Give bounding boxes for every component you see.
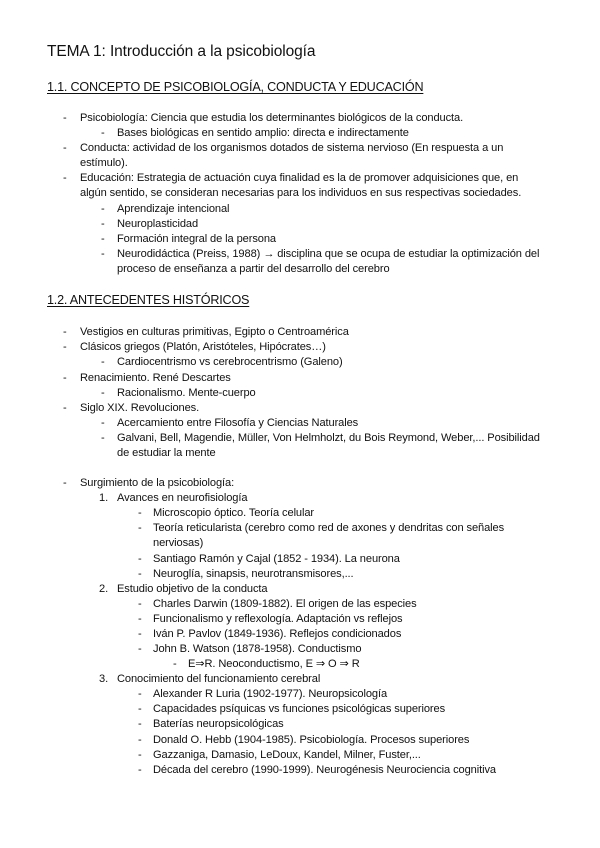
bullet-marker: - bbox=[63, 402, 67, 414]
list-item: Estudio objetivo de la conducta bbox=[117, 583, 268, 595]
list-item: Microscopio óptico. Teoría celular bbox=[153, 507, 315, 519]
list-item: Neurodidáctica (Preiss, 1988) → disciplina que se ocupa de estudiar la optimización del bbox=[117, 248, 540, 260]
list-item: John B. Watson (1878-1958). Conductismo bbox=[153, 643, 362, 655]
list-item: Formación integral de la persona bbox=[117, 233, 276, 245]
list-item: Surgimiento de la psicobiología: bbox=[80, 477, 235, 489]
list-item: Década del cerebro (1990-1999). Neurogénesis Neurociencia cognitiva bbox=[153, 764, 496, 776]
list-item: Conducta: actividad de los organismos dotados de sistema nervioso (En respuesta a un bbox=[80, 142, 504, 154]
list-item: Cardiocentrismo vs cerebrocentrismo (Galeno) bbox=[117, 356, 343, 368]
list-item: Gazzaniga, Damasio, LeDoux, Kandel, Milner, Fuster,... bbox=[153, 749, 421, 761]
list-item: Capacidades psíquicas vs funciones psicológicas superiores bbox=[153, 703, 446, 715]
bullet-marker: - bbox=[138, 568, 142, 580]
bullet-marker: - bbox=[101, 356, 105, 368]
list-item: Acercamiento entre Filosofía y Ciencias Naturales bbox=[117, 417, 359, 429]
bullet-marker: - bbox=[138, 553, 142, 565]
bullet-marker: - bbox=[101, 127, 105, 139]
bullet-marker: - bbox=[138, 688, 142, 700]
list-item: Vestigios en culturas primitivas, Egipto o Centroamérica bbox=[80, 326, 349, 338]
list-item-continuation: nerviosas) bbox=[153, 537, 204, 549]
bullet-marker: - bbox=[138, 734, 142, 746]
bullet-marker: - bbox=[138, 718, 142, 730]
list-number: 3. bbox=[99, 673, 109, 685]
list-number: 1. bbox=[99, 492, 109, 504]
list-number: 2. bbox=[99, 583, 109, 595]
list-item: Neuroplasticidad bbox=[117, 218, 199, 230]
list-item: Baterías neuropsicológicas bbox=[153, 718, 284, 730]
bullet-marker: - bbox=[101, 218, 105, 230]
list-item: Charles Darwin (1809-1882). El origen de las especies bbox=[153, 598, 417, 610]
list-item: Santiago Ramón y Cajal (1852 - 1934). La neurona bbox=[153, 553, 400, 565]
list-item: Alexander R Luria (1902-1977). Neuropsicología bbox=[153, 688, 388, 700]
list-item: Iván P. Pavlov (1849-1936). Reflejos condicionados bbox=[153, 628, 402, 640]
bullet-marker: - bbox=[101, 432, 105, 444]
list-item: Siglo XIX. Revoluciones. bbox=[80, 402, 200, 414]
list-item: Donald O. Hebb (1904-1985). Psicobiología. Procesos superiores bbox=[153, 734, 470, 746]
bullet-marker: - bbox=[138, 628, 142, 640]
list-item: Racionalismo. Mente-cuerpo bbox=[117, 387, 256, 399]
list-item: Psicobiología: Ciencia que estudia los determinantes biológicos de la conducta. bbox=[80, 112, 464, 124]
bullet-marker: - bbox=[138, 522, 142, 534]
section-heading-2: 1.2. ANTECEDENTES HISTÓRICOS bbox=[47, 293, 250, 307]
list-item: Renacimiento. René Descartes bbox=[80, 372, 231, 384]
list-item: Neuroglía, sinapsis, neurotransmisores,... bbox=[153, 568, 354, 580]
bullet-marker: - bbox=[138, 703, 142, 715]
list-item: Aprendizaje intencional bbox=[117, 203, 230, 215]
bullet-marker: - bbox=[101, 387, 105, 399]
bullet-marker: - bbox=[63, 172, 67, 184]
bullet-marker: - bbox=[138, 764, 142, 776]
list-item: Clásicos griegos (Platón, Aristóteles, Hipócrates…) bbox=[80, 341, 326, 353]
bullet-marker: - bbox=[63, 142, 67, 154]
bullet-marker: - bbox=[173, 658, 177, 670]
page-title: TEMA 1: Introducción a la psicobiología bbox=[47, 43, 316, 60]
bullet-marker: - bbox=[101, 417, 105, 429]
bullet-marker: - bbox=[63, 341, 67, 353]
list-item-continuation: proceso de enseñanza a partir del desarrollo del cerebro bbox=[117, 263, 390, 275]
bullet-marker: - bbox=[138, 507, 142, 519]
bullet-marker: - bbox=[101, 248, 105, 260]
bullet-marker: - bbox=[63, 477, 67, 489]
bullet-marker: - bbox=[101, 233, 105, 245]
list-item-continuation: estímulo). bbox=[80, 157, 128, 169]
bullet-marker: - bbox=[63, 326, 67, 338]
list-item: Teoría reticularista (cerebro como red de axones y dendritas con señales bbox=[153, 522, 505, 534]
section-heading-1: 1.1. CONCEPTO DE PSICOBIOLOGÍA, CONDUCTA Y EDUCACIÓN bbox=[47, 80, 424, 94]
list-item: Funcionalismo y reflexología. Adaptación vs reflejos bbox=[153, 613, 403, 625]
bullet-marker: - bbox=[138, 613, 142, 625]
list-item: Conocimiento del funcionamiento cerebral bbox=[117, 673, 321, 685]
bullet-marker: - bbox=[138, 643, 142, 655]
bullet-marker: - bbox=[138, 598, 142, 610]
bullet-marker: - bbox=[63, 372, 67, 384]
list-item: Galvani, Bell, Magendie, Müller, Von Helmholzt, du Bois Reymond, Weber,... Posibilidad bbox=[117, 432, 540, 444]
bullet-marker: - bbox=[138, 749, 142, 761]
bullet-marker: - bbox=[101, 203, 105, 215]
list-item: Avances en neurofisiología bbox=[117, 492, 248, 504]
list-item-continuation: algún sentido, se consideran necesarias para los individuos en sus respectivas sociedades. bbox=[80, 187, 522, 199]
bullet-marker: - bbox=[63, 112, 67, 124]
list-item: E⇒R. Neoconductismo, E ⇒ O ⇒ R bbox=[188, 658, 360, 670]
list-item-continuation: de estudiar la mente bbox=[117, 447, 216, 459]
list-item: Bases biológicas en sentido amplio: directa e indirectamente bbox=[117, 127, 409, 139]
list-item: Educación: Estrategia de actuación cuya finalidad es la de promover adquisiciones que, en bbox=[80, 172, 519, 184]
